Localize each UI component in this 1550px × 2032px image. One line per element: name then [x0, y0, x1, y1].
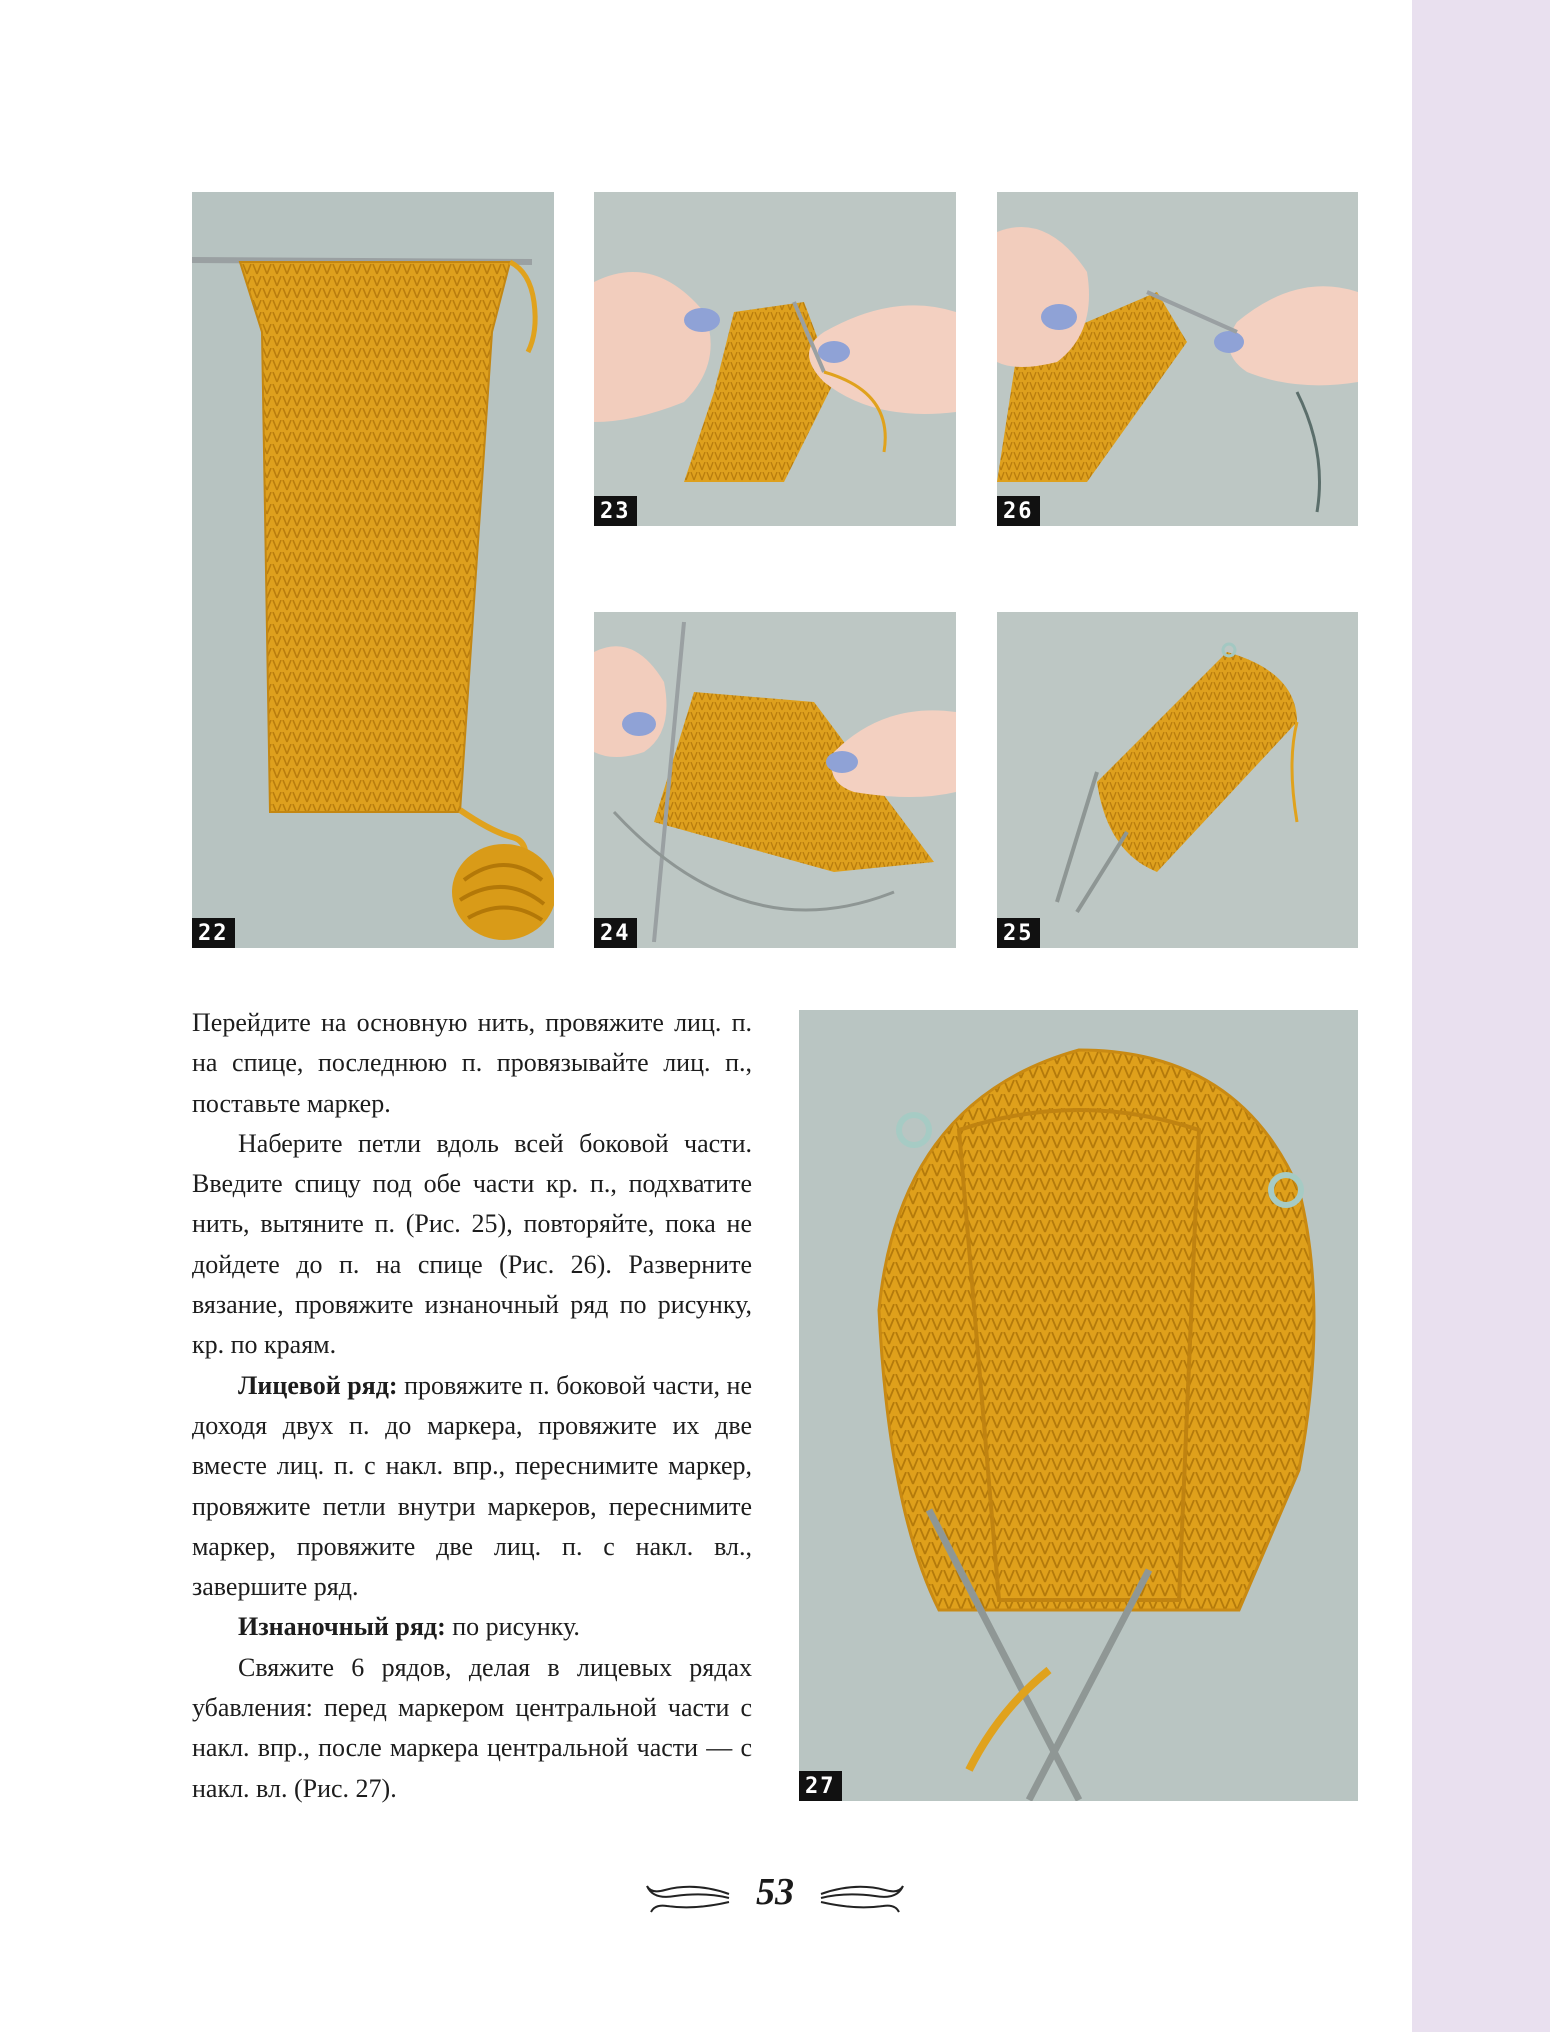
figure-number-badge: 23 [594, 496, 637, 526]
paragraph: Наберите петли вдоль всей боковой части. Введите спицу под обе части кр. п., подхватите нить, вытяните п. (Рис. 25), повторяйте, пока не дойдете до п. на спице (Рис. 26). Разверните вязание, провяжите изнаночный ряд по рисунку, кр. по краям. [192, 1128, 752, 1360]
paragraph [192, 1366, 752, 1608]
knitted-strip-illustration [192, 192, 554, 948]
figure-number-badge: 26 [997, 496, 1040, 526]
figure-number-badge: 24 [594, 918, 637, 948]
paragraph-body: провяжите п. боковой части, не доходя двух п. до маркера, провяжите их две вместе лиц. п. с накл. впр., переснимите маркер, провяжите петли внутри маркеров, переснимите маркер, провяжите две лиц. п. с накл. вл., завершите ряд. [192, 1370, 753, 1602]
page-footer [645, 1862, 905, 1932]
heel-cup-knitting-illustration [799, 1010, 1358, 1801]
paragraph-body: по рисунку. [445, 1612, 580, 1642]
paragraph-heading: Изнаночный ряд: [238, 1612, 446, 1642]
figure-26-photo [997, 612, 1358, 948]
right-flourish-icon [819, 1872, 905, 1922]
paragraph-heading: Лицевой ряд: [238, 1370, 398, 1400]
figure-24-photo [594, 612, 956, 948]
paragraph [192, 1607, 752, 1647]
paragraph: Перейдите на основную нить, провяжите лиц. п. на спице, последнюю п. провязывайте лиц. п., поставьте маркер. [192, 1008, 752, 1118]
figure-22-photo [192, 192, 554, 948]
figure-25-photo [997, 192, 1358, 526]
side-margin-band [1412, 0, 1550, 2032]
figure-23-photo [594, 192, 956, 526]
figure-number-badge: 22 [192, 918, 235, 948]
hands-picking-up-stitches-illustration [997, 192, 1358, 526]
figure-27-photo [799, 1010, 1358, 1801]
figure-number-badge: 27 [799, 1771, 842, 1801]
page-number: 53 [756, 1871, 794, 1913]
hands-turning-work-illustration [594, 612, 956, 948]
figure-number-badge: 25 [997, 918, 1040, 948]
knitted-piece-on-needle-illustration [997, 612, 1358, 948]
hands-knitting-illustration [594, 192, 956, 526]
instructions-text [192, 1003, 752, 1809]
paragraph: Свяжите 6 рядов, делая в лицевых рядах убавления: перед маркером центральной части с накл. впр., после маркера центральной части — с накл. вл. (Рис. 27). [192, 1652, 752, 1803]
